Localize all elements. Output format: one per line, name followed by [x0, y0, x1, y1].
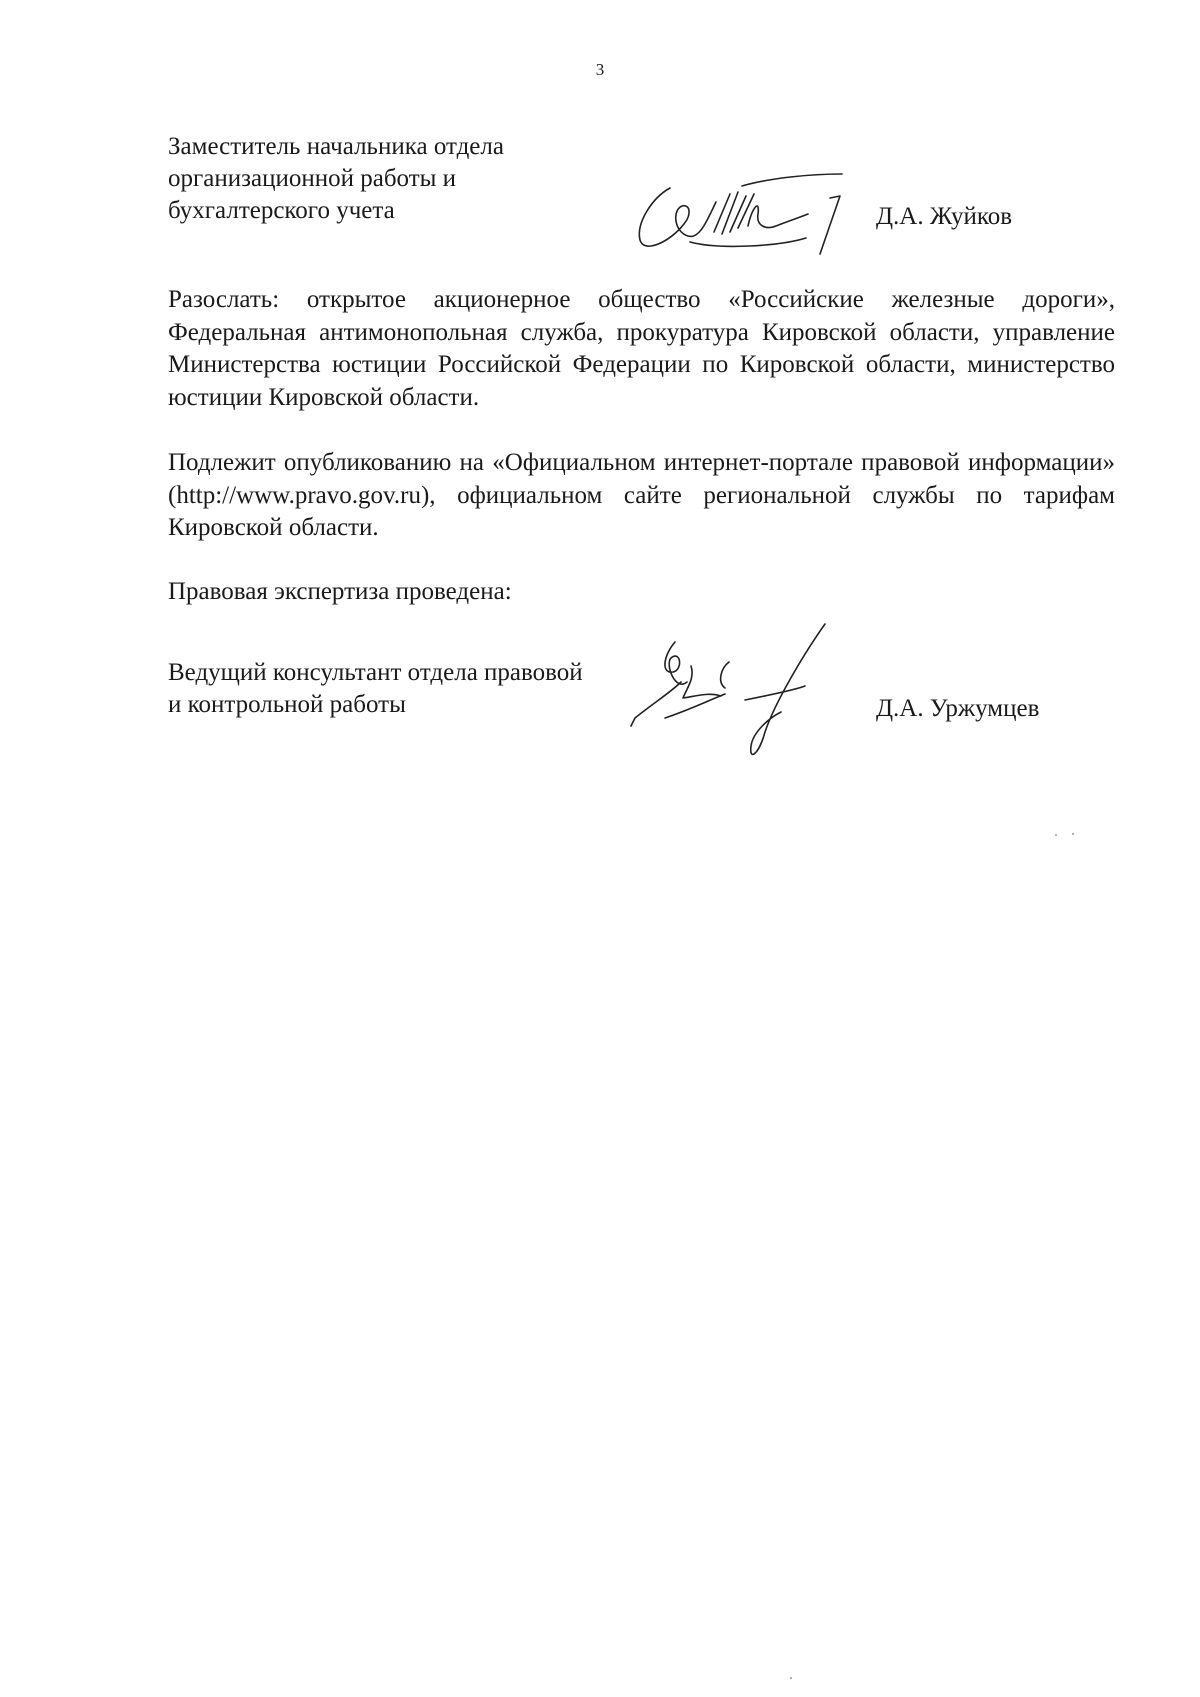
signatory-2-name: Д.А. Уржумцев [876, 695, 1040, 722]
signatory-1-position-line: организационной работы и [168, 165, 457, 192]
legal-review-text: Правовая экспертиза проведена: [168, 578, 512, 605]
signatory-1-position-line: бухгалтерского учета [168, 197, 395, 224]
page-number: 3 [595, 60, 605, 79]
signature-2-image [625, 622, 865, 772]
signatory-1-name: Д.А. Жуйков [876, 203, 1013, 230]
distribution-paragraph: Разослать: открытое акционерное общество «Российские железные дороги», Федеральная антимонопольная служба, прокуратура Кировской области, управление Министерства юстиции Российской Федерации по Кировской области, министерство юстиции Кировской области. [168, 286, 1115, 411]
signature-1-image [630, 168, 870, 263]
signatory-2-position-line: Ведущий консультант отдела правовой [168, 659, 583, 686]
signatory-2-position-line: и контрольной работы [168, 691, 406, 718]
signatory-1-position-line: Заместитель начальника отдела [168, 133, 504, 160]
signatory-1-position [168, 131, 504, 227]
scan-speck [1072, 833, 1074, 835]
scan-speck [1055, 834, 1057, 836]
scan-speck [790, 1677, 792, 1679]
publication-paragraph: Подлежит опубликованию на «Официальном интернет-портале правовой информации» (http://www.pravo.gov.ru), официальном сайте региональной службы по тарифам Кировской области. [168, 449, 1115, 541]
signatory-2-position [168, 657, 583, 721]
